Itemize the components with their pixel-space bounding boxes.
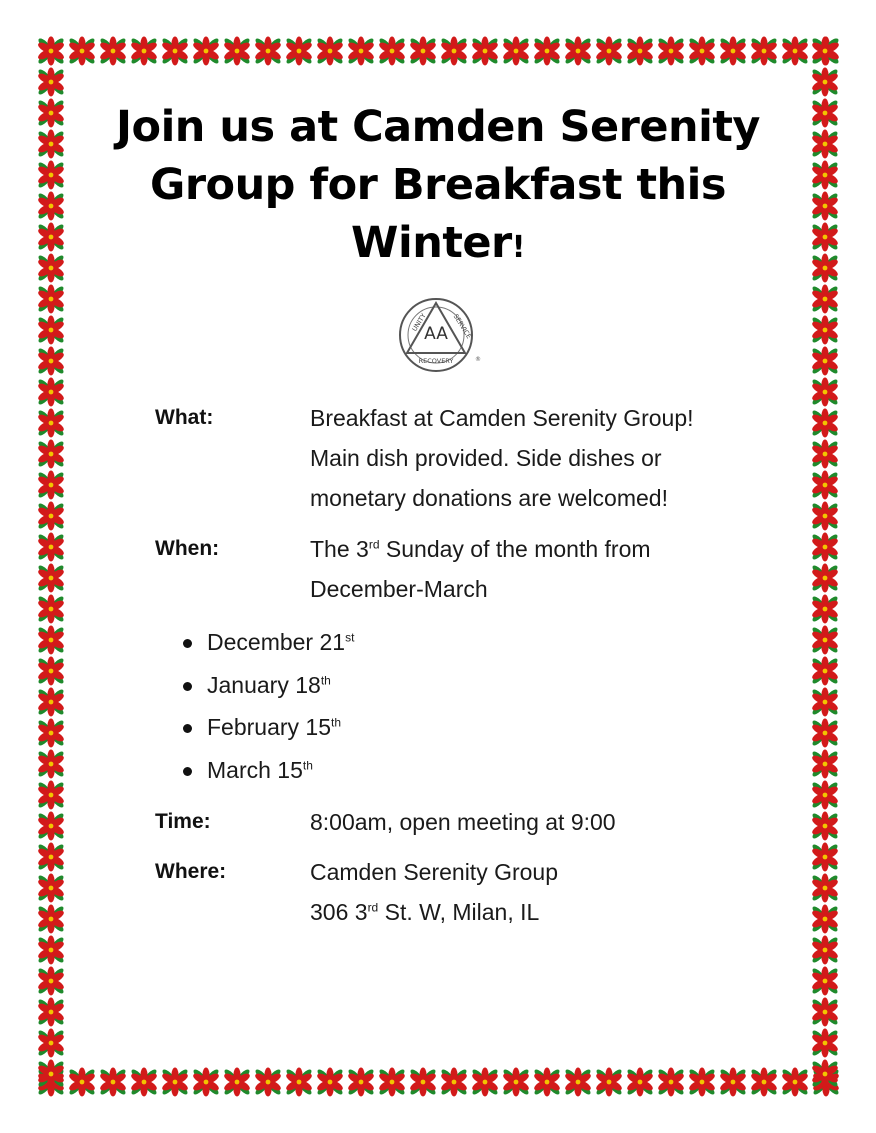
poinsettia-icon bbox=[37, 1029, 66, 1058]
poinsettia-icon bbox=[37, 316, 66, 345]
poinsettia-icon bbox=[316, 1068, 345, 1097]
poinsettia-icon bbox=[254, 1068, 283, 1097]
poinsettia-icon bbox=[37, 874, 66, 903]
logo-center-text: AA bbox=[424, 324, 448, 344]
where-label: Where: bbox=[155, 860, 227, 883]
poinsettia-icon bbox=[688, 37, 717, 66]
poinsettia-icon bbox=[409, 37, 438, 66]
poinsettia-icon bbox=[285, 1068, 314, 1097]
what-line-1: Breakfast at Camden Serenity Group! bbox=[310, 405, 694, 431]
poinsettia-border-left bbox=[34, 34, 68, 1099]
poinsettia-icon bbox=[811, 998, 840, 1027]
poinsettia-icon bbox=[811, 812, 840, 841]
when-line-1 bbox=[310, 529, 651, 569]
poinsettia-icon bbox=[811, 781, 840, 810]
poinsettia-icon bbox=[657, 1068, 686, 1097]
poinsettia-icon bbox=[502, 1068, 531, 1097]
poinsettia-icon bbox=[533, 37, 562, 66]
poinsettia-icon bbox=[811, 533, 840, 562]
poinsettia-icon bbox=[471, 37, 500, 66]
poinsettia-icon bbox=[37, 223, 66, 252]
title-line-1: Join us at Camden Serenity bbox=[116, 102, 760, 152]
when-ordinal: rd bbox=[368, 537, 380, 552]
poinsettia-icon bbox=[811, 750, 840, 779]
date-text: January 18 bbox=[207, 671, 321, 698]
poinsettia-icon bbox=[811, 564, 840, 593]
poinsettia-icon bbox=[811, 130, 840, 159]
poinsettia-icon bbox=[37, 595, 66, 624]
poinsettia-icon bbox=[37, 564, 66, 593]
poinsettia-icon bbox=[502, 37, 531, 66]
poinsettia-icon bbox=[811, 68, 840, 97]
poinsettia-icon bbox=[37, 68, 66, 97]
poinsettia-icon bbox=[750, 37, 779, 66]
poinsettia-icon bbox=[37, 161, 66, 190]
poinsettia-icon bbox=[564, 1068, 593, 1097]
what-line-3: monetary donations are welcomed! bbox=[310, 485, 668, 511]
poinsettia-icon bbox=[811, 471, 840, 500]
poinsettia-icon bbox=[378, 1068, 407, 1097]
poinsettia-icon bbox=[811, 595, 840, 624]
date-list-item bbox=[183, 707, 354, 750]
poinsettia-icon bbox=[37, 254, 66, 283]
poinsettia-icon bbox=[811, 626, 840, 655]
poinsettia-icon bbox=[161, 37, 190, 66]
poinsettia-icon bbox=[37, 750, 66, 779]
date-list bbox=[183, 622, 354, 792]
poinsettia-icon bbox=[533, 1068, 562, 1097]
date-text: February 15 bbox=[207, 714, 332, 740]
poinsettia-icon bbox=[781, 37, 810, 66]
poinsettia-icon bbox=[719, 37, 748, 66]
poinsettia-border-right bbox=[808, 34, 842, 1099]
poinsettia-icon bbox=[657, 37, 686, 66]
poinsettia-icon bbox=[68, 37, 97, 66]
date-list-item bbox=[183, 622, 354, 665]
poinsettia-icon bbox=[811, 285, 840, 314]
poinsettia-icon bbox=[37, 502, 66, 531]
poinsettia-border-bottom bbox=[34, 1065, 842, 1099]
what-value bbox=[310, 398, 694, 518]
poinsettia-icon bbox=[285, 37, 314, 66]
poinsettia-icon bbox=[811, 1060, 840, 1089]
poinsettia-icon bbox=[811, 192, 840, 221]
poinsettia-icon bbox=[37, 533, 66, 562]
poinsettia-icon bbox=[37, 781, 66, 810]
poinsettia-icon bbox=[811, 316, 840, 345]
poinsettia-icon bbox=[37, 347, 66, 376]
poinsettia-icon bbox=[626, 37, 655, 66]
poinsettia-icon bbox=[130, 37, 159, 66]
when-line-1-text: The 3 bbox=[310, 536, 369, 562]
poinsettia-icon bbox=[316, 37, 345, 66]
where-address-number: 306 3 bbox=[310, 899, 368, 925]
poinsettia-icon bbox=[811, 874, 840, 903]
where-address-rest: St. W, Milan, IL bbox=[378, 899, 540, 925]
poinsettia-icon bbox=[37, 998, 66, 1027]
date-ordinal: th bbox=[302, 757, 313, 772]
aa-circle-triangle-logo-icon bbox=[396, 295, 484, 375]
poinsettia-icon bbox=[37, 719, 66, 748]
poinsettia-icon bbox=[37, 812, 66, 841]
poinsettia-icon bbox=[811, 1029, 840, 1058]
when-line-1-rest: Sunday of the month from bbox=[379, 536, 651, 562]
title-line-3: Winter bbox=[351, 218, 512, 268]
poinsettia-icon bbox=[347, 37, 376, 66]
poinsettia-icon bbox=[440, 37, 469, 66]
poinsettia-icon bbox=[811, 657, 840, 686]
logo-registered-mark: ® bbox=[475, 356, 481, 363]
poinsettia-icon bbox=[719, 1068, 748, 1097]
poinsettia-icon bbox=[37, 192, 66, 221]
poinsettia-icon bbox=[347, 1068, 376, 1097]
poinsettia-icon bbox=[811, 688, 840, 717]
logo-word-service: SERVICE bbox=[451, 312, 473, 341]
poinsettia-icon bbox=[161, 1068, 190, 1097]
poinsettia-icon bbox=[37, 657, 66, 686]
poinsettia-icon bbox=[37, 471, 66, 500]
poinsettia-icon bbox=[440, 1068, 469, 1097]
poinsettia-icon bbox=[37, 130, 66, 159]
where-line-1: Camden Serenity Group bbox=[310, 859, 559, 885]
date-ordinal: st bbox=[345, 630, 355, 645]
poinsettia-icon bbox=[811, 936, 840, 965]
poinsettia-icon bbox=[811, 440, 840, 469]
poinsettia-icon bbox=[37, 409, 66, 438]
poinsettia-icon bbox=[811, 347, 840, 376]
poinsettia-icon bbox=[811, 967, 840, 996]
poinsettia-icon bbox=[37, 99, 66, 128]
when-line-2: December-March bbox=[310, 576, 488, 602]
poinsettia-icon bbox=[254, 37, 283, 66]
poinsettia-icon bbox=[471, 1068, 500, 1097]
poinsettia-icon bbox=[99, 1068, 128, 1097]
poinsettia-icon bbox=[37, 967, 66, 996]
poinsettia-icon bbox=[811, 161, 840, 190]
poinsettia-icon bbox=[595, 37, 624, 66]
poinsettia-icon bbox=[192, 1068, 221, 1097]
date-text: December 21 bbox=[207, 629, 346, 655]
poinsettia-icon bbox=[750, 1068, 779, 1097]
poinsettia-icon bbox=[68, 1068, 97, 1097]
where-ordinal: rd bbox=[367, 900, 379, 915]
poinsettia-icon bbox=[130, 1068, 159, 1097]
poinsettia-icon bbox=[811, 223, 840, 252]
poinsettia-icon bbox=[811, 37, 840, 66]
when-label: When: bbox=[155, 537, 220, 560]
poinsettia-icon bbox=[811, 409, 840, 438]
poinsettia-icon bbox=[37, 440, 66, 469]
poinsettia-icon bbox=[99, 37, 128, 66]
poinsettia-icon bbox=[223, 37, 252, 66]
poinsettia-icon bbox=[37, 688, 66, 717]
title-line-2: Group for Breakfast this bbox=[150, 160, 726, 210]
poinsettia-icon bbox=[811, 843, 840, 872]
poinsettia-icon bbox=[688, 1068, 717, 1097]
poinsettia-icon bbox=[811, 502, 840, 531]
logo-word-recovery: RECOVERY bbox=[418, 357, 454, 365]
poinsettia-icon bbox=[37, 626, 66, 655]
poinsettia-icon bbox=[564, 37, 593, 66]
date-ordinal: th bbox=[320, 672, 331, 687]
when-value bbox=[310, 529, 651, 609]
poinsettia-icon bbox=[409, 1068, 438, 1097]
date-ordinal: th bbox=[331, 715, 342, 730]
poinsettia-icon bbox=[811, 719, 840, 748]
poinsettia-icon bbox=[811, 378, 840, 407]
date-list-item bbox=[183, 665, 354, 708]
poinsettia-icon bbox=[811, 905, 840, 934]
poinsettia-icon bbox=[811, 99, 840, 128]
what-line-2: Main dish provided. Side dishes or bbox=[310, 445, 662, 471]
title-exclamation: ! bbox=[511, 230, 525, 265]
poinsettia-icon bbox=[192, 37, 221, 66]
poinsettia-border-top bbox=[34, 34, 842, 68]
poinsettia-icon bbox=[595, 1068, 624, 1097]
poinsettia-icon bbox=[378, 37, 407, 66]
where-line-2 bbox=[310, 892, 558, 932]
poinsettia-icon bbox=[781, 1068, 810, 1097]
poinsettia-icon bbox=[811, 254, 840, 283]
flyer-title bbox=[80, 98, 796, 277]
poinsettia-icon bbox=[37, 37, 66, 66]
poinsettia-icon bbox=[37, 285, 66, 314]
time-label: Time: bbox=[155, 810, 211, 833]
poinsettia-icon bbox=[37, 843, 66, 872]
poinsettia-icon bbox=[626, 1068, 655, 1097]
time-value: 8:00am, open meeting at 9:00 bbox=[310, 809, 616, 835]
logo-word-unity: UNITY bbox=[410, 312, 428, 333]
poinsettia-icon bbox=[223, 1068, 252, 1097]
poinsettia-icon bbox=[37, 1060, 66, 1089]
date-list-item bbox=[183, 750, 354, 793]
date-text: March 15 bbox=[207, 756, 303, 783]
poinsettia-icon bbox=[37, 936, 66, 965]
what-label: What: bbox=[155, 406, 214, 429]
where-value bbox=[310, 852, 558, 932]
poinsettia-icon bbox=[37, 905, 66, 934]
poinsettia-icon bbox=[37, 378, 66, 407]
